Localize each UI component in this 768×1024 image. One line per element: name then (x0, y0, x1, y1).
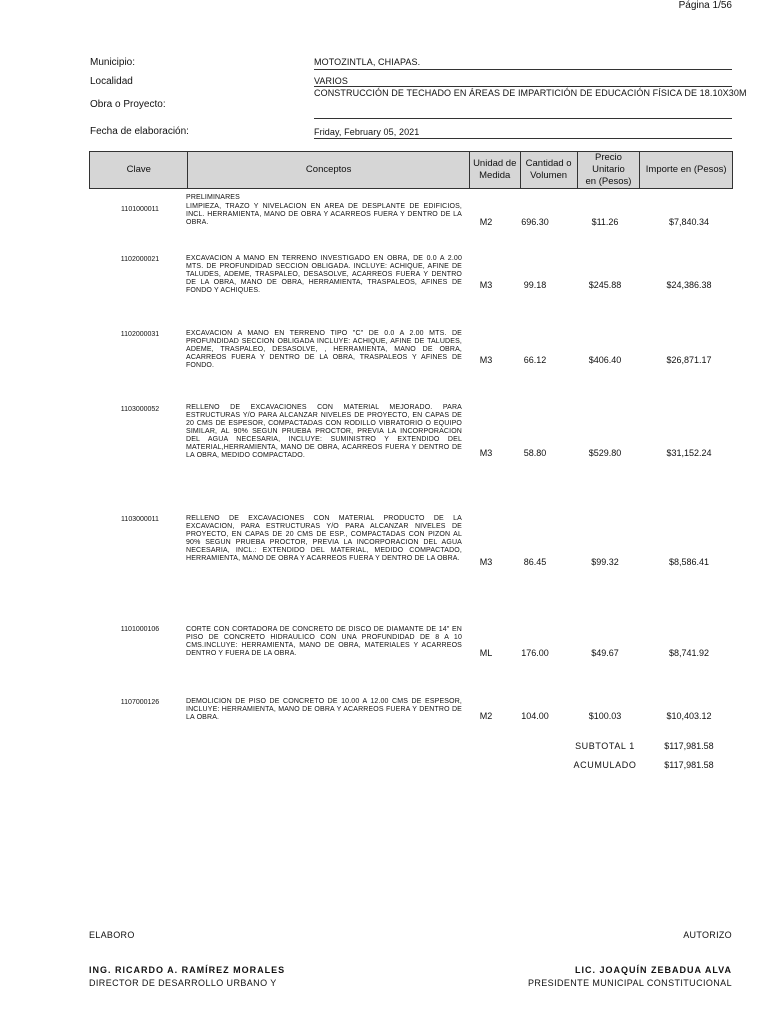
cantidad-line-2: Volumen (530, 170, 568, 181)
row-unidad: M3 (479, 557, 493, 567)
obra-label: Obra o Proyecto: (90, 99, 166, 110)
localidad-value: VARIOS (314, 76, 348, 86)
acumulado-label: ACUMULADO (573, 760, 637, 770)
column-header-unidad (469, 152, 520, 189)
row-clave: 1102000021 (120, 256, 160, 263)
row-clave: 1107000126 (120, 699, 160, 706)
row-cantidad: 696.30 (521, 217, 549, 227)
elaboro-title: DIRECTOR DE DESARROLLO URBANO Y (89, 978, 277, 988)
row-cantidad: 176.00 (521, 648, 549, 658)
column-header-conceptos: Conceptos (188, 152, 469, 189)
fecha-label: Fecha de elaboración: (90, 126, 189, 137)
section-title: PRELIMINARES (186, 194, 240, 201)
row-precio: $100.03 (588, 711, 622, 721)
elaboro-label: ELABORO (89, 930, 135, 940)
row-clave: 1102000031 (120, 331, 160, 338)
row-clave: 1101000011 (121, 206, 159, 213)
row-precio: $99.32 (591, 557, 619, 567)
row-importe: $8,586.41 (668, 557, 710, 567)
row-precio: $529.80 (588, 448, 622, 458)
row-unidad: M3 (479, 355, 493, 365)
row-unidad: ML (479, 648, 493, 658)
row-concepto: DEMOLICION DE PISO DE CONCRETO DE 10.00 A 12.00 CMS DE ESPESOR, INCLUYE: HERRAMIENTA, MANO DE OBRA Y ACARREOS FUERA Y DENTRO DE LA OBRA. (186, 698, 462, 721)
row-clave: 1101000106 (120, 626, 160, 633)
row-importe: $7,840.34 (668, 217, 710, 227)
page-number: Página 1/56 (678, 0, 732, 11)
precio-line-1: Precio Unitario (592, 152, 625, 175)
column-header-precio (577, 152, 640, 189)
unidad-line-1: Unidad de (473, 158, 517, 169)
row-precio: $406.40 (588, 355, 622, 365)
table-header-row (90, 152, 733, 189)
subtotal-label: SUBTOTAL 1 (575, 741, 635, 751)
row-cantidad: 86.45 (523, 557, 547, 567)
localidad-label: Localidad (90, 76, 133, 87)
row-unidad: M2 (479, 217, 493, 227)
row-importe: $24,386.38 (666, 280, 712, 290)
municipio-underline (314, 69, 732, 70)
row-concepto: RELLENO DE EXCAVACIONES CON MATERIAL MEJORADO. PARA ESTRUCTURAS Y/O PARA ALCANZAR NIVELES DE PROYECTO, EN CAPAS DE 20 CMS DE ESPESOR, COMPACTADAS CON RODILLO VIBRATORIO O EQUIPO SIMILAR, AL 90% SEGUN PRUEBA PROCTOR, PREVIA LA INCORPORACION DEL AGUA NECESARIA, INCLUYE: SUMINISTRO Y EXTENDIDO DEL MATERIAL,HERRAMIENTA, MANO DE OBRA, ACARREOS FUERA Y DENTRO DE LA OBRA, MEDIDO COMPACTADO. (186, 404, 462, 459)
row-precio: $11.26 (591, 217, 619, 227)
unidad-line-2: Medida (479, 170, 511, 181)
row-importe: $31,152.24 (666, 448, 712, 458)
autorizo-title: PRESIDENTE MUNICIPAL CONSTITUCIONAL (527, 978, 732, 988)
row-concepto: LIMPIEZA, TRAZO Y NIVELACION EN AREA DE DESPLANTE DE EDIFICIOS, INCL. HERRAMIENTA, MANO DE OBRA Y ACARREOS FUERA Y DENTRO DE LA OBRA. (186, 203, 462, 226)
subtotal-value: $117,981.58 (664, 741, 714, 751)
row-cantidad: 66.12 (523, 355, 547, 365)
row-importe: $8,741.92 (668, 648, 710, 658)
obra-underline (314, 118, 732, 119)
row-clave: 1103000011 (121, 516, 159, 523)
row-concepto: CORTE CON CORTADORA DE CONCRETO DE DISCO DE DIAMANTE DE 14" EN PISO DE CONCRETO HIDRAULICO CON UNA PROFUNDIDAD DE 8 A 10 CMS.INCLUYE: HERRAMIENTA, MANO DE OBRA, MATERIALES Y ACARREOS DENTRO Y FUERA DE LA OBRA. (186, 626, 462, 657)
cantidad-line-1: Cantidad o (525, 158, 572, 169)
fecha-underline (314, 138, 732, 139)
elaboro-name: ING. RICARDO A. RAMÍREZ MORALES (89, 965, 286, 975)
precio-line-2: en (Pesos) (585, 176, 632, 187)
row-concepto: EXCAVACION A MANO EN TERRENO TIPO "C" DE 0.0 A 2.00 MTS. DE PROFUNDIDAD SECCION OBLIGADA INCLUYE: ACHIQUE, AFINE DE TALUDES, ADEME, TRASPALEO, DESASOLVE, , HERRAMIENTA, MANO DE OBRA, ACARREOS FUERA Y DENTRO DE LA OBRA, TRASPALEOS Y AFINES DE FONDO. (186, 330, 462, 369)
column-header-clave: Clave (90, 152, 188, 189)
row-concepto: RELLENO DE EXCAVACIONES CON MATERIAL PRODUCTO DE LA EXCAVACION, PARA ESTRUCTURAS Y/O PARA ALCANZAR NIVELES DE PROYECTO, EN CAPAS DE 20 CMS DE ESP., COMPACTADAS CON PIZON AL 90% SEGUN PRUEBA PROCTOR, PREVIA LA INCORPORACION DEL AGUA NECESARIA, INCL.: EXTENDIDO DEL MATERIAL, MEDIDO COMPACTADO, HERRAMIENTA, MANO DE OBRA Y ACARREOS FUERA Y DENTRO DE LA OBRA. (186, 515, 462, 562)
autorizo-name: LIC. JOAQUÍN ZEBADUA ALVA (575, 965, 732, 975)
row-cantidad: 104.00 (521, 711, 549, 721)
row-importe: $10,403.12 (666, 711, 712, 721)
column-header-cantidad (520, 152, 577, 189)
row-clave: 1103000052 (120, 406, 160, 413)
row-precio: $245.88 (588, 280, 622, 290)
municipio-value: MOTOZINTLA, CHIAPAS. (314, 57, 421, 67)
autorizo-label: AUTORIZO (683, 930, 732, 940)
row-unidad: M3 (479, 280, 493, 290)
row-concepto: EXCAVACION A MANO EN TERRENO INVESTIGADO EN OBRA, DE 0.0 A 2.00 MTS. DE PROFUNDIDAD SECCION OBLIGADA. INCLUYE: ACHIQUE, AFINE DE TALUDES, ADEME, TRASPALEO, DESASOLVE, ACARREOS FUERA Y DENTRO DE LA OBRA, MANO DE OBRA, HERRAMIENTA, TRASPALEOS, AFINES DE FONDO Y ACHIQUES. (186, 255, 462, 294)
row-cantidad: 99.18 (523, 280, 547, 290)
municipio-label: Municipio: (90, 57, 136, 68)
column-header-importe: Importe en (Pesos) (640, 152, 733, 189)
acumulado-value: $117,981.58 (664, 760, 714, 770)
fecha-value: Friday, February 05, 2021 (314, 127, 420, 137)
row-cantidad: 58.80 (523, 448, 547, 458)
localidad-underline (314, 86, 732, 87)
obra-value: CONSTRUCCIÓN DE TECHADO EN ÁREAS DE IMPARTICIÓN DE EDUCACIÓN FÍSICA DE 18.10X30M (314, 88, 747, 98)
row-unidad: M2 (479, 711, 493, 721)
row-unidad: M3 (479, 448, 493, 458)
budget-table-header (89, 151, 733, 189)
row-precio: $49.67 (591, 648, 619, 658)
row-importe: $26,871.17 (666, 355, 712, 365)
